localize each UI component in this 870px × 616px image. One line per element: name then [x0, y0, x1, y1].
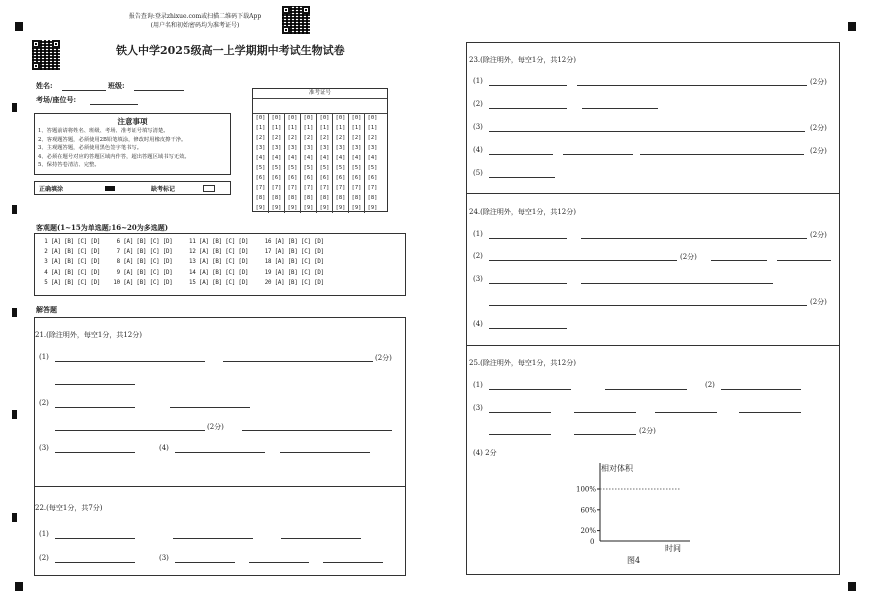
- admission-digit-cell[interactable]: [6]: [301, 173, 317, 183]
- qr-code: [282, 6, 310, 34]
- admission-title: 准考证号: [253, 89, 387, 99]
- admission-digit-cell[interactable]: [4]: [349, 153, 365, 163]
- q21-part2: (2): [39, 399, 49, 407]
- absent-mark-label: 缺考标记: [151, 186, 176, 193]
- relative-volume-chart[interactable]: [565, 457, 705, 567]
- side-marker: [12, 308, 17, 317]
- q25-blank[interactable]: [739, 412, 801, 413]
- side-marker: [12, 410, 17, 419]
- admission-digit-cell[interactable]: [7]: [349, 183, 365, 193]
- fill-example-box: [34, 181, 231, 195]
- admission-digit-cell[interactable]: [4]: [269, 153, 285, 163]
- admission-digit-cell[interactable]: [0]: [333, 113, 349, 123]
- admission-digit-cell[interactable]: [0]: [255, 115, 266, 121]
- side-marker: [12, 103, 17, 112]
- absent-mark-box[interactable]: [203, 185, 215, 192]
- q21-blank[interactable]: [55, 361, 205, 362]
- q24-blank[interactable]: [489, 328, 567, 329]
- admission-digit-cell[interactable]: [1]: [333, 123, 349, 133]
- q21-blank[interactable]: [175, 452, 265, 453]
- admission-digit-cell[interactable]: [5]: [349, 163, 365, 173]
- q25-part2: (2): [705, 381, 715, 389]
- q23-blank[interactable]: [640, 154, 804, 155]
- admission-digit-cell[interactable]: [7]: [333, 183, 349, 193]
- q22-blank[interactable]: [281, 538, 361, 539]
- admission-digit-cell[interactable]: [2]: [301, 133, 317, 143]
- corner-marker: [15, 582, 23, 591]
- admission-digit-cell[interactable]: [3]: [365, 143, 381, 153]
- objective-box: [34, 233, 406, 296]
- report-note-line1: 报告查询:登录zhixue.com或扫描二维码下载App: [128, 13, 262, 20]
- admission-digit-cell[interactable]: [4]: [333, 153, 349, 163]
- q23-blank[interactable]: [577, 85, 807, 86]
- admission-digit-cell[interactable]: [7]: [317, 183, 333, 193]
- admission-digit-cell[interactable]: [5]: [285, 163, 301, 173]
- q23-part4: (4): [473, 146, 483, 154]
- corner-marker: [15, 22, 23, 31]
- admission-digit-cell[interactable]: [4]: [255, 155, 266, 161]
- notice-item: 4、必须在题号对应的答题区域内作答，超出答题区域书写无效。: [38, 153, 190, 160]
- q21-head: 21.(除注明外，每空1分，共12分): [35, 331, 142, 339]
- q22-part2: (2): [39, 554, 49, 562]
- notice-item: 5、保持答卷清洁、完整。: [38, 162, 100, 168]
- admission-digit-cell[interactable]: [9]: [349, 203, 365, 213]
- option-row[interactable]: 3 [A] [B] [C] [D] 8 [A] [B] [C] [D] 13 [A] [B] [C] [D] 18 [A] [B] [C] [D]: [41, 259, 324, 265]
- q22-blank[interactable]: [323, 562, 383, 563]
- q25-blank[interactable]: [574, 434, 636, 435]
- y-tick-label: 20%: [580, 527, 596, 536]
- q21-points: (2分): [207, 423, 224, 431]
- q25-blank[interactable]: [721, 389, 801, 390]
- y-tick-label: 100%: [575, 485, 596, 494]
- admission-digit-cell[interactable]: [0]: [349, 113, 365, 123]
- q23-blank[interactable]: [582, 108, 658, 109]
- objective-title: 客观题(1~15为单选题;16~20为多选题): [36, 223, 169, 232]
- admission-digit-cell[interactable]: [2]: [255, 135, 266, 141]
- report-note: [120, 12, 270, 30]
- q24-part1: (1): [473, 230, 483, 238]
- admission-digit-cell[interactable]: [3]: [269, 143, 285, 153]
- admission-number-grid: [252, 88, 388, 212]
- divider: [467, 193, 839, 194]
- admission-digit-cell[interactable]: [1]: [317, 123, 333, 133]
- q24-part4: (4): [473, 320, 483, 328]
- admission-digit-cell[interactable]: [0]: [317, 113, 333, 123]
- admission-digit-cell[interactable]: [3]: [255, 145, 266, 151]
- admission-digit-cell[interactable]: [3]: [349, 143, 365, 153]
- name-field[interactable]: [62, 90, 106, 91]
- q22-blank[interactable]: [55, 538, 135, 539]
- admission-digit-cell[interactable]: [9]: [365, 203, 381, 213]
- class-field[interactable]: [134, 90, 184, 91]
- q23-points: (2分): [810, 147, 827, 155]
- admission-digit-cell[interactable]: [6]: [269, 173, 285, 183]
- correct-fill-label: 正确填涂: [39, 186, 64, 193]
- q24-blank[interactable]: [581, 238, 807, 239]
- chart-ylabel: 相对体积: [601, 464, 633, 473]
- admission-digit-cell[interactable]: [1]: [301, 123, 317, 133]
- admission-digit-cell[interactable]: [6]: [317, 173, 333, 183]
- admission-digit-table[interactable]: [253, 113, 380, 213]
- q23-blank[interactable]: [563, 154, 633, 155]
- q22-part1: (1): [39, 530, 49, 538]
- side-marker: [12, 513, 17, 522]
- q21-blank[interactable]: [55, 430, 205, 431]
- q22-part3: (3): [159, 554, 169, 562]
- admission-digit-cell[interactable]: [3]: [285, 143, 301, 153]
- q25-blank[interactable]: [655, 412, 717, 413]
- q21-points: (2分): [375, 354, 392, 362]
- q21-blank[interactable]: [55, 407, 135, 408]
- notice-item: 1、答题前请将姓名、班级、考场、准考证号填写清楚。: [38, 128, 169, 134]
- admission-digit-cell[interactable]: [0]: [269, 113, 285, 123]
- report-note-line2: (用户名和初始密码均为准考证号): [150, 22, 240, 29]
- admission-digit-cell[interactable]: [5]: [301, 163, 317, 173]
- q25-blank[interactable]: [605, 389, 687, 390]
- q23-blank[interactable]: [489, 154, 553, 155]
- q24-points: (2分): [810, 298, 827, 306]
- admission-digit-cell[interactable]: [5]: [333, 163, 349, 173]
- chart-xlabel: 时间: [665, 544, 681, 553]
- admission-digit-cell[interactable]: [8]: [255, 195, 266, 201]
- notice-box: [34, 113, 231, 175]
- admission-digit-cell[interactable]: [3]: [301, 143, 317, 153]
- admission-digit-cell[interactable]: [6]: [285, 173, 301, 183]
- notice-item: 3、主观题答题，必须使用黑色签字笔书写。: [38, 145, 143, 151]
- q21-blank[interactable]: [55, 452, 135, 453]
- admission-digit-cell[interactable]: [0]: [365, 113, 381, 123]
- q22-blank[interactable]: [55, 562, 135, 563]
- q24-blank[interactable]: [489, 283, 567, 284]
- q21-blank[interactable]: [55, 384, 135, 385]
- q22-blank[interactable]: [249, 562, 309, 563]
- admission-digit-cell[interactable]: [1]: [285, 123, 301, 133]
- q22-blank[interactable]: [173, 538, 253, 539]
- name-label: 姓名:: [36, 81, 53, 90]
- admission-digit-cell[interactable]: [8]: [365, 193, 381, 203]
- divider: [467, 345, 839, 346]
- admission-digit-cell[interactable]: [6]: [333, 173, 349, 183]
- admission-digit-cell[interactable]: [3]: [333, 143, 349, 153]
- admission-digit-cell[interactable]: [4]: [285, 153, 301, 163]
- admission-digit-cell[interactable]: [8]: [317, 193, 333, 203]
- q23-part3: (3): [473, 123, 483, 131]
- q21-part1: (1): [39, 353, 49, 361]
- q21-blank[interactable]: [242, 430, 392, 431]
- q21-blank[interactable]: [280, 452, 370, 453]
- admission-digit-cell[interactable]: [4]: [365, 153, 381, 163]
- corner-marker: [848, 582, 856, 591]
- q24-head: 24.(除注明外，每空1分，共12分): [469, 208, 576, 216]
- q25-points: (2分): [639, 427, 656, 435]
- q24-part2: (2): [473, 252, 483, 260]
- q24-points: (2分): [680, 253, 697, 261]
- admission-digit-cell[interactable]: [9]: [285, 203, 301, 213]
- notice-item: 2、客观题答题，必须使用2B铅笔填涂，修改时用橡皮擦干净。: [38, 136, 187, 143]
- right-column: [466, 42, 840, 575]
- admission-digit-cell[interactable]: [9]: [255, 205, 266, 211]
- admission-digit-cell[interactable]: [4]: [301, 153, 317, 163]
- option-row[interactable]: 4 [A] [B] [C] [D] 9 [A] [B] [C] [D] 14 [A] [B] [C] [D] 19 [A] [B] [C] [D]: [41, 270, 324, 276]
- admission-digit-cell[interactable]: [0]: [285, 113, 301, 123]
- corner-marker: [848, 22, 856, 31]
- admission-digit-cell[interactable]: [8]: [269, 193, 285, 203]
- q21-part4: (4): [159, 444, 169, 452]
- admission-digit-cell[interactable]: [5]: [255, 165, 266, 171]
- admission-digit-cell[interactable]: [6]: [349, 173, 365, 183]
- admission-digit-cell[interactable]: [9]: [301, 203, 317, 213]
- admission-digit-cell[interactable]: [7]: [301, 183, 317, 193]
- y-tick-label: 60%: [580, 506, 596, 515]
- admission-digit-cell[interactable]: [7]: [269, 183, 285, 193]
- q25-blank[interactable]: [489, 389, 571, 390]
- q24-points: (2分): [810, 231, 827, 239]
- option-row[interactable]: 1 [A] [B] [C] [D] 6 [A] [B] [C] [D] 11 [A] [B] [C] [D] 16 [A] [B] [C] [D]: [41, 239, 324, 245]
- q25-part1: (1): [473, 381, 483, 389]
- q25-blank[interactable]: [489, 412, 551, 413]
- admission-digit-cell[interactable]: [8]: [349, 193, 365, 203]
- q25-part4: (4) 2分: [473, 449, 497, 457]
- page-title: 铁人中学2025级高一上学期期中考试生物试卷: [116, 44, 345, 57]
- admission-digit-cell[interactable]: [2]: [333, 133, 349, 143]
- admission-digit-cell[interactable]: [0]: [301, 113, 317, 123]
- q23-blank[interactable]: [489, 177, 555, 178]
- notice-title: 注意事项: [117, 117, 148, 126]
- admission-digit-cell[interactable]: [2]: [269, 133, 285, 143]
- room-field[interactable]: [90, 104, 138, 105]
- admission-digit-cell[interactable]: [1]: [365, 123, 381, 133]
- option-row[interactable]: 2 [A] [B] [C] [D] 7 [A] [B] [C] [D] 12 [A] [B] [C] [D] 17 [A] [B] [C] [D]: [41, 249, 324, 255]
- q24-blank[interactable]: [777, 260, 831, 261]
- admission-digit-cell[interactable]: [8]: [301, 193, 317, 203]
- admission-digit-cell[interactable]: [8]: [285, 193, 301, 203]
- q21-box: [34, 317, 406, 487]
- admission-digit-cell[interactable]: [2]: [349, 133, 365, 143]
- admission-digit-cell[interactable]: [6]: [365, 173, 381, 183]
- admission-digit-cell[interactable]: [5]: [317, 163, 333, 173]
- admission-digit-cell[interactable]: [3]: [317, 143, 333, 153]
- side-marker: [12, 205, 17, 214]
- q22-box: [34, 486, 406, 576]
- admission-digit-cell[interactable]: [6]: [255, 175, 266, 181]
- admission-digit-cell[interactable]: [9]: [333, 203, 349, 213]
- q23-blank[interactable]: [489, 108, 567, 109]
- q23-part5: (5): [473, 169, 483, 177]
- q21-part3: (3): [39, 444, 49, 452]
- admission-digit-cell[interactable]: [8]: [333, 193, 349, 203]
- q24-blank[interactable]: [581, 283, 773, 284]
- option-row[interactable]: 5 [A] [B] [C] [D] 10 [A] [B] [C] [D] 15 [A] [B] [C] [D] 20 [A] [B] [C] [D]: [41, 280, 324, 286]
- admission-digit-cell[interactable]: [1]: [269, 123, 285, 133]
- q24-part3: (3): [473, 275, 483, 283]
- q25-head: 25.(除注明外，每空1分，共12分): [469, 359, 576, 367]
- admission-digit-cell[interactable]: [9]: [317, 203, 333, 213]
- admission-digit-cell[interactable]: [7]: [285, 183, 301, 193]
- q23-points: (2分): [810, 124, 827, 132]
- q25-part3: (3): [473, 404, 483, 412]
- admission-digit-cell[interactable]: [5]: [365, 163, 381, 173]
- admission-digit-cell[interactable]: [1]: [349, 123, 365, 133]
- q25-blank[interactable]: [489, 434, 551, 435]
- chart-title: 图4: [627, 556, 641, 565]
- q22-blank[interactable]: [175, 562, 235, 563]
- admission-digit-cell[interactable]: [1]: [255, 125, 266, 131]
- admission-digit-cell[interactable]: [7]: [365, 183, 381, 193]
- admission-digit-cell[interactable]: [2]: [317, 133, 333, 143]
- q25-blank[interactable]: [574, 412, 636, 413]
- q22-head: 22.(每空1分，共7分): [35, 504, 103, 512]
- admission-digit-cell[interactable]: [7]: [255, 185, 266, 191]
- admission-digit-cell[interactable]: [4]: [317, 153, 333, 163]
- q23-part1: (1): [473, 77, 483, 85]
- admission-digit-cell[interactable]: [9]: [269, 203, 285, 213]
- q23-blank[interactable]: [489, 131, 805, 132]
- correct-fill-swatch: [105, 186, 115, 191]
- qr-code-small: [32, 40, 60, 70]
- admission-digit-cell[interactable]: [2]: [365, 133, 381, 143]
- chart-origin: 0: [590, 538, 595, 546]
- q24-blank[interactable]: [489, 305, 807, 306]
- answer-section-title: 解答题: [36, 305, 57, 314]
- admission-digit-cell[interactable]: [5]: [269, 163, 285, 173]
- q24-blank[interactable]: [711, 260, 767, 261]
- q24-blank[interactable]: [489, 238, 567, 239]
- q24-blank[interactable]: [489, 260, 677, 261]
- q21-blank[interactable]: [223, 361, 373, 362]
- q23-blank[interactable]: [489, 85, 567, 86]
- q23-points: (2分): [810, 78, 827, 86]
- q23-part2: (2): [473, 100, 483, 108]
- room-label: 考场/座位号:: [36, 95, 77, 104]
- q23-head: 23.(除注明外，每空1分，共12分): [469, 56, 576, 64]
- q21-blank[interactable]: [170, 407, 250, 408]
- class-label: 班级:: [108, 81, 125, 90]
- admission-digit-cell[interactable]: [2]: [285, 133, 301, 143]
